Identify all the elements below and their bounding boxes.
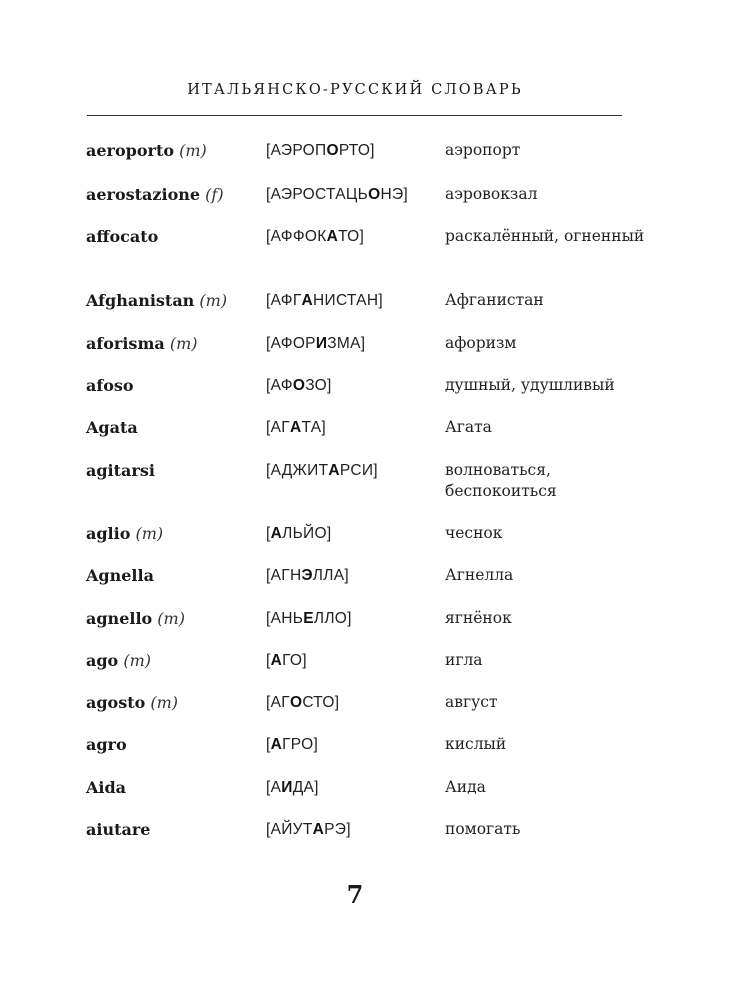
entry-transcription	[266, 608, 441, 630]
transcription-part: [АЭРОСТАЦЬ	[266, 186, 369, 203]
entry-transcription	[266, 777, 441, 799]
entry-word	[86, 692, 261, 714]
transcription-part: [А	[266, 779, 282, 796]
entry-lemma: aglio	[86, 524, 131, 543]
entry-lemma: agro	[86, 735, 127, 754]
entry-transcription	[266, 650, 441, 672]
entry-translation: игла	[445, 651, 483, 669]
entry-lemma: agosto	[86, 693, 146, 712]
entry-word	[86, 375, 261, 397]
entry-translation: аэровокзал	[445, 185, 538, 203]
transcription-part: ГО]	[282, 652, 307, 669]
stressed-vowel: И	[315, 335, 328, 352]
transcription-part: [АЭРОП	[266, 142, 327, 159]
entry-word	[86, 608, 261, 630]
transcription-part: ЛЛО]	[313, 610, 352, 627]
entry-translation: раскалённый, огненный	[445, 227, 645, 245]
stressed-vowel: А	[289, 419, 302, 436]
transcription-part: [АГ	[266, 419, 290, 436]
transcription-part: [АДЖИТ	[266, 462, 329, 479]
entry-lemma: aforisma	[86, 334, 165, 353]
entry-transcription	[266, 184, 441, 206]
entry-translation: аэропорт	[445, 141, 521, 159]
entry-translation: Афганистан	[445, 291, 544, 309]
entry-word	[86, 184, 261, 206]
stressed-vowel: А	[326, 228, 339, 245]
stressed-vowel: А	[328, 462, 340, 479]
entry-transcription	[266, 460, 441, 482]
entry-gender: (m)	[157, 609, 185, 628]
entry-lemma: Afghanistan	[86, 291, 195, 310]
transcription-part: [	[266, 736, 271, 753]
transcription-part: ТО]	[338, 228, 365, 245]
entry-transcription	[266, 819, 441, 841]
entry-word	[86, 523, 261, 545]
entry-word	[86, 819, 261, 841]
stressed-vowel: А	[270, 652, 283, 669]
entry-word	[86, 460, 261, 482]
transcription-part: ЗМА]	[327, 335, 366, 352]
entry-transcription	[266, 523, 441, 545]
header-rule	[87, 115, 622, 116]
transcription-part: [АГ	[266, 694, 290, 711]
entry-word	[86, 333, 261, 355]
transcription-part: [АГН	[266, 567, 302, 584]
entry-translation: душный, удушливый	[445, 376, 615, 394]
transcription-part: СТО]	[302, 694, 340, 711]
entry-lemma: ago	[86, 651, 119, 670]
entry-word	[86, 290, 261, 312]
entry-translation: помогать	[445, 820, 521, 838]
entry-transcription	[266, 140, 441, 162]
transcription-part: [АФ	[266, 377, 293, 394]
entry-word	[86, 650, 261, 672]
page-number: 7	[346, 880, 364, 909]
entry-translation: Агнелла	[445, 566, 514, 584]
running-title: ИТАЛЬЯНСКО-РУССКИЙ СЛОВАРЬ	[187, 82, 523, 98]
entry-gender: (m)	[135, 524, 164, 543]
entry-transcription	[266, 226, 441, 248]
transcription-part: [АНЬ	[266, 610, 304, 627]
transcription-part: [АФФОК	[266, 228, 327, 245]
stressed-vowel: Э	[301, 567, 313, 584]
entry-word	[86, 734, 261, 756]
stressed-vowel: О	[292, 377, 306, 394]
transcription-part: РЭ]	[324, 821, 351, 838]
entry-word	[86, 565, 261, 587]
transcription-part: НИСТАН]	[313, 292, 383, 309]
entry-translation: кислый	[445, 735, 507, 753]
stressed-vowel: А	[312, 821, 325, 838]
entry-lemma: agitarsi	[86, 461, 155, 480]
transcription-part: [АЙУТ	[266, 821, 313, 838]
transcription-part: ЛЬЙО]	[282, 525, 332, 542]
transcription-part: РТО]	[338, 142, 375, 159]
entry-translation: ягнёнок	[445, 609, 512, 627]
entry-gender: (m)	[179, 141, 207, 160]
entry-gender: (m)	[169, 334, 198, 353]
entry-translation: афоризм	[445, 334, 517, 352]
transcription-part: [АФОР	[266, 335, 316, 352]
entry-transcription	[266, 375, 441, 397]
entry-translation: Аида	[445, 778, 486, 796]
transcription-part: ЗО]	[305, 377, 332, 394]
entry-lemma: agnello	[86, 609, 153, 628]
entry-lemma: afoso	[86, 376, 134, 395]
stressed-vowel: А	[270, 736, 283, 753]
entry-gender: (f)	[205, 185, 224, 204]
stressed-vowel: О	[289, 694, 303, 711]
stressed-vowel: Е	[303, 610, 314, 627]
entry-translation: август	[445, 693, 498, 711]
stressed-vowel: А	[301, 292, 314, 309]
entry-transcription	[266, 333, 441, 355]
transcription-part: ЛЛА]	[312, 567, 349, 584]
entry-transcription	[266, 734, 441, 756]
stressed-vowel: И	[281, 779, 293, 796]
entry-translation: чеснок	[445, 524, 503, 542]
transcription-part: НЭ]	[380, 186, 409, 203]
entry-lemma: aeroporto	[86, 141, 174, 160]
stressed-vowel: А	[270, 525, 283, 542]
entry-lemma: affocato	[86, 227, 159, 246]
transcription-part: [АФГ	[266, 292, 302, 309]
entry-word	[86, 140, 261, 162]
transcription-part: [	[266, 525, 271, 542]
transcription-part: ДА]	[292, 779, 319, 796]
stressed-vowel: О	[326, 142, 339, 159]
entry-lemma: aerostazione	[86, 185, 201, 204]
entry-word	[86, 777, 261, 799]
entry-transcription	[266, 290, 441, 312]
entry-transcription	[266, 417, 441, 439]
entry-translation: Агата	[445, 418, 492, 436]
entry-word	[86, 417, 261, 439]
stressed-vowel: О	[368, 186, 381, 203]
transcription-part: ГРО]	[282, 736, 319, 753]
entry-translation: волноваться, беспокоиться	[445, 461, 557, 500]
transcription-part: РСИ]	[339, 462, 378, 479]
entry-lemma: Aida	[86, 778, 127, 797]
entry-lemma: Agnella	[86, 566, 154, 585]
entry-word	[86, 226, 261, 248]
entry-gender: (m)	[123, 651, 151, 670]
transcription-part: ТА]	[301, 419, 326, 436]
entry-transcription	[266, 565, 441, 587]
entry-transcription	[266, 692, 441, 714]
entry-gender: (m)	[199, 291, 228, 310]
transcription-part: [	[266, 652, 271, 669]
entry-gender: (m)	[150, 693, 179, 712]
entry-lemma: aiutare	[86, 820, 151, 839]
entry-lemma: Agata	[86, 418, 138, 437]
